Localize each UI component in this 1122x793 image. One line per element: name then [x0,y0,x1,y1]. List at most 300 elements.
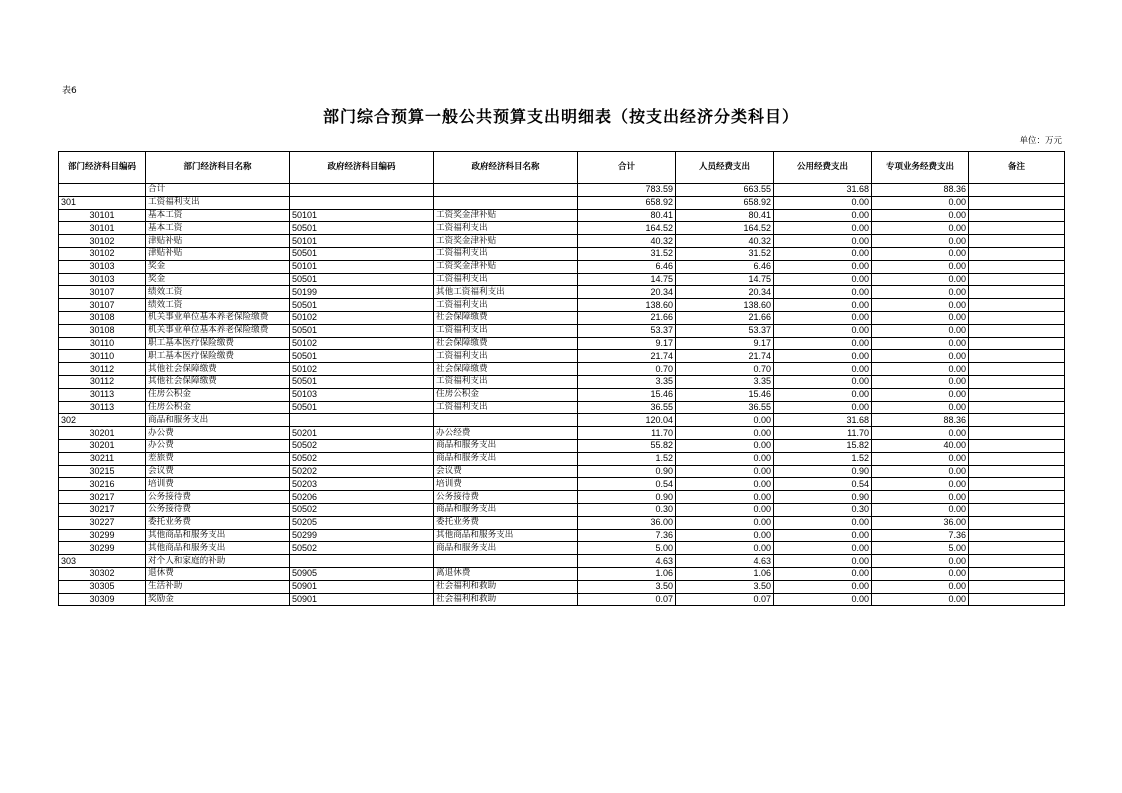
cell-gov-name: 离退休费 [434,567,578,580]
cell-public: 0.00 [774,196,872,209]
cell-dept-name: 商品和服务支出 [146,414,290,427]
cell-personnel: 53.37 [676,324,774,337]
cell-dept-code: 30113 [59,388,146,401]
cell-gov-name [434,184,578,197]
cell-personnel: 4.63 [676,555,774,568]
cell-public: 0.54 [774,478,872,491]
cell-special: 36.00 [872,516,969,529]
cell-total: 138.60 [578,299,676,312]
cell-dept-code: 30215 [59,465,146,478]
cell-personnel: 9.17 [676,337,774,350]
cell-total: 20.34 [578,286,676,299]
table-row [59,350,1065,363]
table-row [59,235,1065,248]
cell-personnel: 15.46 [676,388,774,401]
cell-note [969,414,1065,427]
cell-personnel: 0.70 [676,363,774,376]
cell-personnel: 0.00 [676,465,774,478]
table-row [59,503,1065,516]
cell-personnel: 31.52 [676,247,774,260]
table-row [59,478,1065,491]
table-row [59,184,1065,197]
cell-note [969,209,1065,222]
cell-personnel: 3.35 [676,375,774,388]
cell-dept-code: 30101 [59,222,146,235]
table-row [59,388,1065,401]
cell-total: 11.70 [578,427,676,440]
cell-special: 0.00 [872,593,969,606]
cell-special: 88.36 [872,414,969,427]
page-title: 部门综合预算一般公共预算支出明细表（按支出经济分类科目） [322,107,799,126]
cell-gov-name: 工资福利支出 [434,247,578,260]
cell-dept-name: 职工基本医疗保险缴费 [146,337,290,350]
cell-note [969,580,1065,593]
cell-dept-name: 奖金 [146,273,290,286]
cell-gov-code: 50299 [290,529,434,542]
cell-dept-name: 其他商品和服务支出 [146,529,290,542]
cell-note [969,516,1065,529]
cell-gov-name: 工资福利支出 [434,299,578,312]
cell-special: 0.00 [872,491,969,504]
cell-total: 0.30 [578,503,676,516]
cell-gov-code: 50202 [290,465,434,478]
cell-note [969,273,1065,286]
cell-dept-name: 办公费 [146,427,290,440]
cell-dept-name: 其他商品和服务支出 [146,542,290,555]
table-row [59,516,1065,529]
table-row [59,491,1065,504]
cell-personnel: 0.00 [676,439,774,452]
cell-gov-name: 工资奖金津补贴 [434,260,578,273]
cell-dept-name: 委托业务费 [146,516,290,529]
cell-note [969,593,1065,606]
cell-special: 0.00 [872,337,969,350]
cell-dept-name: 津贴补贴 [146,235,290,248]
table-row [59,337,1065,350]
cell-total: 0.90 [578,465,676,478]
cell-dept-code: 301 [59,196,146,209]
cell-special: 0.00 [872,311,969,324]
table-row [59,414,1065,427]
cell-dept-code: 30110 [59,337,146,350]
cell-gov-code: 50199 [290,286,434,299]
cell-gov-code: 50101 [290,235,434,248]
cell-public: 0.00 [774,542,872,555]
cell-public: 0.30 [774,503,872,516]
table-row [59,324,1065,337]
cell-note [969,567,1065,580]
cell-gov-name: 社会保障缴费 [434,363,578,376]
cell-dept-name: 公务接待费 [146,503,290,516]
cell-dept-code: 30305 [59,580,146,593]
cell-gov-code: 50102 [290,337,434,350]
cell-note [969,311,1065,324]
cell-gov-code: 50201 [290,427,434,440]
cell-total: 21.74 [578,350,676,363]
cell-gov-name: 工资福利支出 [434,401,578,414]
cell-note [969,555,1065,568]
table-row [59,529,1065,542]
cell-special: 0.00 [872,555,969,568]
cell-special: 0.00 [872,388,969,401]
cell-special: 40.00 [872,439,969,452]
cell-public: 15.82 [774,439,872,452]
cell-note [969,478,1065,491]
cell-gov-code: 50502 [290,542,434,555]
cell-dept-name: 对个人和家庭的补助 [146,555,290,568]
table-row [59,222,1065,235]
cell-gov-code: 50502 [290,503,434,516]
cell-personnel: 0.00 [676,503,774,516]
cell-dept-code: 30110 [59,350,146,363]
cell-total: 55.82 [578,439,676,452]
cell-gov-name: 工资福利支出 [434,375,578,388]
cell-public: 1.52 [774,452,872,465]
cell-dept-code: 30201 [59,439,146,452]
cell-special: 0.00 [872,299,969,312]
cell-dept-code: 30299 [59,542,146,555]
cell-special: 0.00 [872,196,969,209]
cell-gov-name: 商品和服务支出 [434,439,578,452]
cell-gov-code: 50501 [290,401,434,414]
col-header-personnel: 人员经费支出 [676,152,774,184]
cell-personnel: 663.55 [676,184,774,197]
cell-gov-code: 50205 [290,516,434,529]
cell-gov-code: 50103 [290,388,434,401]
cell-gov-name: 会议费 [434,465,578,478]
cell-public: 0.00 [774,311,872,324]
cell-public: 0.00 [774,324,872,337]
cell-gov-name: 办公经费 [434,427,578,440]
cell-dept-name: 公务接待费 [146,491,290,504]
table-row [59,260,1065,273]
cell-gov-name: 社会保障缴费 [434,337,578,350]
cell-total: 1.52 [578,452,676,465]
cell-special: 0.00 [872,350,969,363]
cell-special: 0.00 [872,452,969,465]
cell-special: 0.00 [872,567,969,580]
cell-gov-name [434,555,578,568]
cell-note [969,299,1065,312]
cell-public: 0.00 [774,567,872,580]
cell-dept-name: 其他社会保障缴费 [146,363,290,376]
cell-gov-name: 委托业务费 [434,516,578,529]
cell-note [969,465,1065,478]
cell-note [969,452,1065,465]
cell-gov-code: 50905 [290,567,434,580]
cell-dept-code: 30217 [59,491,146,504]
cell-public: 0.00 [774,529,872,542]
cell-special: 0.00 [872,273,969,286]
cell-public: 0.00 [774,299,872,312]
cell-dept-code: 30217 [59,503,146,516]
col-header-dept-name: 部门经济科目名称 [146,152,290,184]
budget-table [58,151,1065,606]
cell-dept-name: 退休费 [146,567,290,580]
cell-gov-name [434,196,578,209]
cell-total: 36.55 [578,401,676,414]
table-row [59,542,1065,555]
cell-dept-name: 机关事业单位基本养老保险缴费 [146,324,290,337]
cell-personnel: 0.07 [676,593,774,606]
cell-special: 0.00 [872,286,969,299]
table-row [59,593,1065,606]
cell-special: 0.00 [872,222,969,235]
cell-special: 0.00 [872,503,969,516]
cell-dept-code: 302 [59,414,146,427]
cell-personnel: 6.46 [676,260,774,273]
cell-public: 0.00 [774,247,872,260]
cell-gov-code: 50501 [290,299,434,312]
cell-special: 5.00 [872,542,969,555]
cell-dept-code: 30201 [59,427,146,440]
cell-special: 7.36 [872,529,969,542]
cell-dept-code: 30101 [59,209,146,222]
table-row [59,311,1065,324]
cell-note [969,184,1065,197]
cell-public: 0.90 [774,491,872,504]
cell-gov-code: 50501 [290,247,434,260]
cell-total: 164.52 [578,222,676,235]
cell-gov-name: 工资福利支出 [434,324,578,337]
cell-note [969,388,1065,401]
cell-gov-code: 50502 [290,439,434,452]
cell-gov-name: 社会福利和救助 [434,580,578,593]
cell-gov-code: 50501 [290,375,434,388]
cell-note [969,337,1065,350]
cell-note [969,542,1065,555]
cell-dept-name: 基本工资 [146,209,290,222]
cell-personnel: 1.06 [676,567,774,580]
cell-note [969,439,1065,452]
cell-public: 11.70 [774,427,872,440]
cell-gov-code: 50501 [290,273,434,286]
col-header-gov-name: 政府经济科目名称 [434,152,578,184]
cell-gov-name: 住房公积金 [434,388,578,401]
cell-gov-name: 商品和服务支出 [434,503,578,516]
cell-special: 0.00 [872,401,969,414]
cell-note [969,222,1065,235]
cell-gov-code [290,555,434,568]
cell-public: 0.00 [774,235,872,248]
cell-public: 0.00 [774,580,872,593]
cell-gov-code: 50501 [290,222,434,235]
cell-special: 0.00 [872,427,969,440]
cell-personnel: 40.32 [676,235,774,248]
cell-note [969,427,1065,440]
table-row [59,580,1065,593]
cell-dept-code: 30309 [59,593,146,606]
cell-personnel: 164.52 [676,222,774,235]
cell-note [969,363,1065,376]
table-row [59,555,1065,568]
cell-special: 0.00 [872,363,969,376]
cell-gov-code [290,196,434,209]
cell-special: 0.00 [872,247,969,260]
cell-public: 0.00 [774,555,872,568]
col-header-note: 备注 [969,152,1065,184]
cell-gov-code: 50102 [290,363,434,376]
cell-personnel: 658.92 [676,196,774,209]
cell-public: 0.00 [774,350,872,363]
cell-gov-name: 工资福利支出 [434,273,578,286]
cell-dept-name: 绩效工资 [146,286,290,299]
cell-dept-name: 奖励金 [146,593,290,606]
cell-total: 31.52 [578,247,676,260]
cell-note [969,260,1065,273]
cell-special: 0.00 [872,260,969,273]
cell-dept-code: 30113 [59,401,146,414]
cell-dept-name: 绩效工资 [146,299,290,312]
cell-total: 0.70 [578,363,676,376]
cell-gov-name: 社会福利和救助 [434,593,578,606]
col-header-public: 公用经费支出 [774,152,872,184]
cell-gov-name: 工资奖金津补贴 [434,235,578,248]
cell-gov-code: 50102 [290,311,434,324]
cell-dept-code: 30108 [59,324,146,337]
cell-public: 0.00 [774,516,872,529]
cell-gov-code: 50901 [290,593,434,606]
cell-note [969,401,1065,414]
cell-total: 14.75 [578,273,676,286]
table-row [59,196,1065,209]
cell-dept-code: 30216 [59,478,146,491]
cell-personnel: 0.00 [676,414,774,427]
col-header-dept-code: 部门经济科目编码 [59,152,146,184]
cell-dept-code [59,184,146,197]
cell-gov-name: 培训费 [434,478,578,491]
cell-dept-code: 30103 [59,273,146,286]
cell-total: 36.00 [578,516,676,529]
unit-label: 单位：万元 [1019,136,1062,146]
table-row [59,452,1065,465]
cell-total: 0.54 [578,478,676,491]
cell-gov-code: 50101 [290,260,434,273]
cell-gov-code: 50501 [290,324,434,337]
cell-special: 0.00 [872,209,969,222]
table-row [59,299,1065,312]
cell-personnel: 36.55 [676,401,774,414]
cell-dept-name: 生活补助 [146,580,290,593]
cell-total: 0.90 [578,491,676,504]
cell-total: 6.46 [578,260,676,273]
table-row [59,247,1065,260]
cell-public: 0.00 [774,273,872,286]
cell-gov-code [290,184,434,197]
cell-personnel: 0.00 [676,478,774,491]
cell-gov-name: 工资福利支出 [434,350,578,363]
col-header-total: 合计 [578,152,676,184]
cell-gov-code: 50203 [290,478,434,491]
cell-public: 0.00 [774,260,872,273]
cell-note [969,196,1065,209]
cell-dept-code: 30107 [59,286,146,299]
cell-gov-name [434,414,578,427]
cell-gov-name: 工资奖金津补贴 [434,209,578,222]
cell-gov-name: 其他工资福利支出 [434,286,578,299]
cell-dept-code: 30102 [59,247,146,260]
cell-gov-name: 其他商品和服务支出 [434,529,578,542]
table-row [59,363,1065,376]
cell-public: 0.00 [774,593,872,606]
cell-total: 7.36 [578,529,676,542]
cell-dept-name: 机关事业单位基本养老保险缴费 [146,311,290,324]
cell-public: 0.00 [774,337,872,350]
cell-gov-name: 工资福利支出 [434,222,578,235]
cell-note [969,491,1065,504]
cell-total: 21.66 [578,311,676,324]
table-row [59,427,1065,440]
cell-total: 0.07 [578,593,676,606]
cell-total: 3.50 [578,580,676,593]
cell-dept-code: 30299 [59,529,146,542]
cell-gov-name: 公务接待费 [434,491,578,504]
cell-total: 1.06 [578,567,676,580]
table-body [59,184,1065,606]
cell-gov-code: 50206 [290,491,434,504]
cell-dept-name: 奖金 [146,260,290,273]
col-header-special: 专项业务经费支出 [872,152,969,184]
cell-special: 0.00 [872,375,969,388]
cell-special: 0.00 [872,478,969,491]
cell-note [969,247,1065,260]
cell-total: 5.00 [578,542,676,555]
cell-special: 88.36 [872,184,969,197]
cell-dept-name: 其他社会保障缴费 [146,375,290,388]
table-row [59,375,1065,388]
table-row [59,439,1065,452]
cell-public: 0.00 [774,222,872,235]
table-row [59,567,1065,580]
table-row [59,286,1065,299]
cell-gov-code [290,414,434,427]
cell-note [969,286,1065,299]
table-row [59,465,1065,478]
cell-note [969,235,1065,248]
cell-dept-name: 基本工资 [146,222,290,235]
cell-dept-code: 30102 [59,235,146,248]
cell-public: 0.00 [774,388,872,401]
cell-dept-name: 差旅费 [146,452,290,465]
cell-public: 31.68 [774,414,872,427]
cell-public: 0.00 [774,363,872,376]
cell-note [969,350,1065,363]
cell-note [969,375,1065,388]
cell-gov-code: 50901 [290,580,434,593]
table-row [59,209,1065,222]
cell-special: 0.00 [872,324,969,337]
cell-dept-name: 培训费 [146,478,290,491]
cell-personnel: 0.00 [676,452,774,465]
cell-personnel: 21.74 [676,350,774,363]
cell-gov-code: 50501 [290,350,434,363]
cell-personnel: 80.41 [676,209,774,222]
cell-personnel: 20.34 [676,286,774,299]
cell-public: 0.00 [774,375,872,388]
cell-dept-name: 津贴补贴 [146,247,290,260]
cell-total: 53.37 [578,324,676,337]
cell-gov-name: 商品和服务支出 [434,542,578,555]
cell-dept-code: 30103 [59,260,146,273]
cell-total: 9.17 [578,337,676,350]
cell-personnel: 14.75 [676,273,774,286]
cell-special: 0.00 [872,580,969,593]
cell-gov-code: 50101 [290,209,434,222]
cell-note [969,529,1065,542]
cell-personnel: 3.50 [676,580,774,593]
cell-personnel: 0.00 [676,529,774,542]
cell-gov-name: 社会保障缴费 [434,311,578,324]
